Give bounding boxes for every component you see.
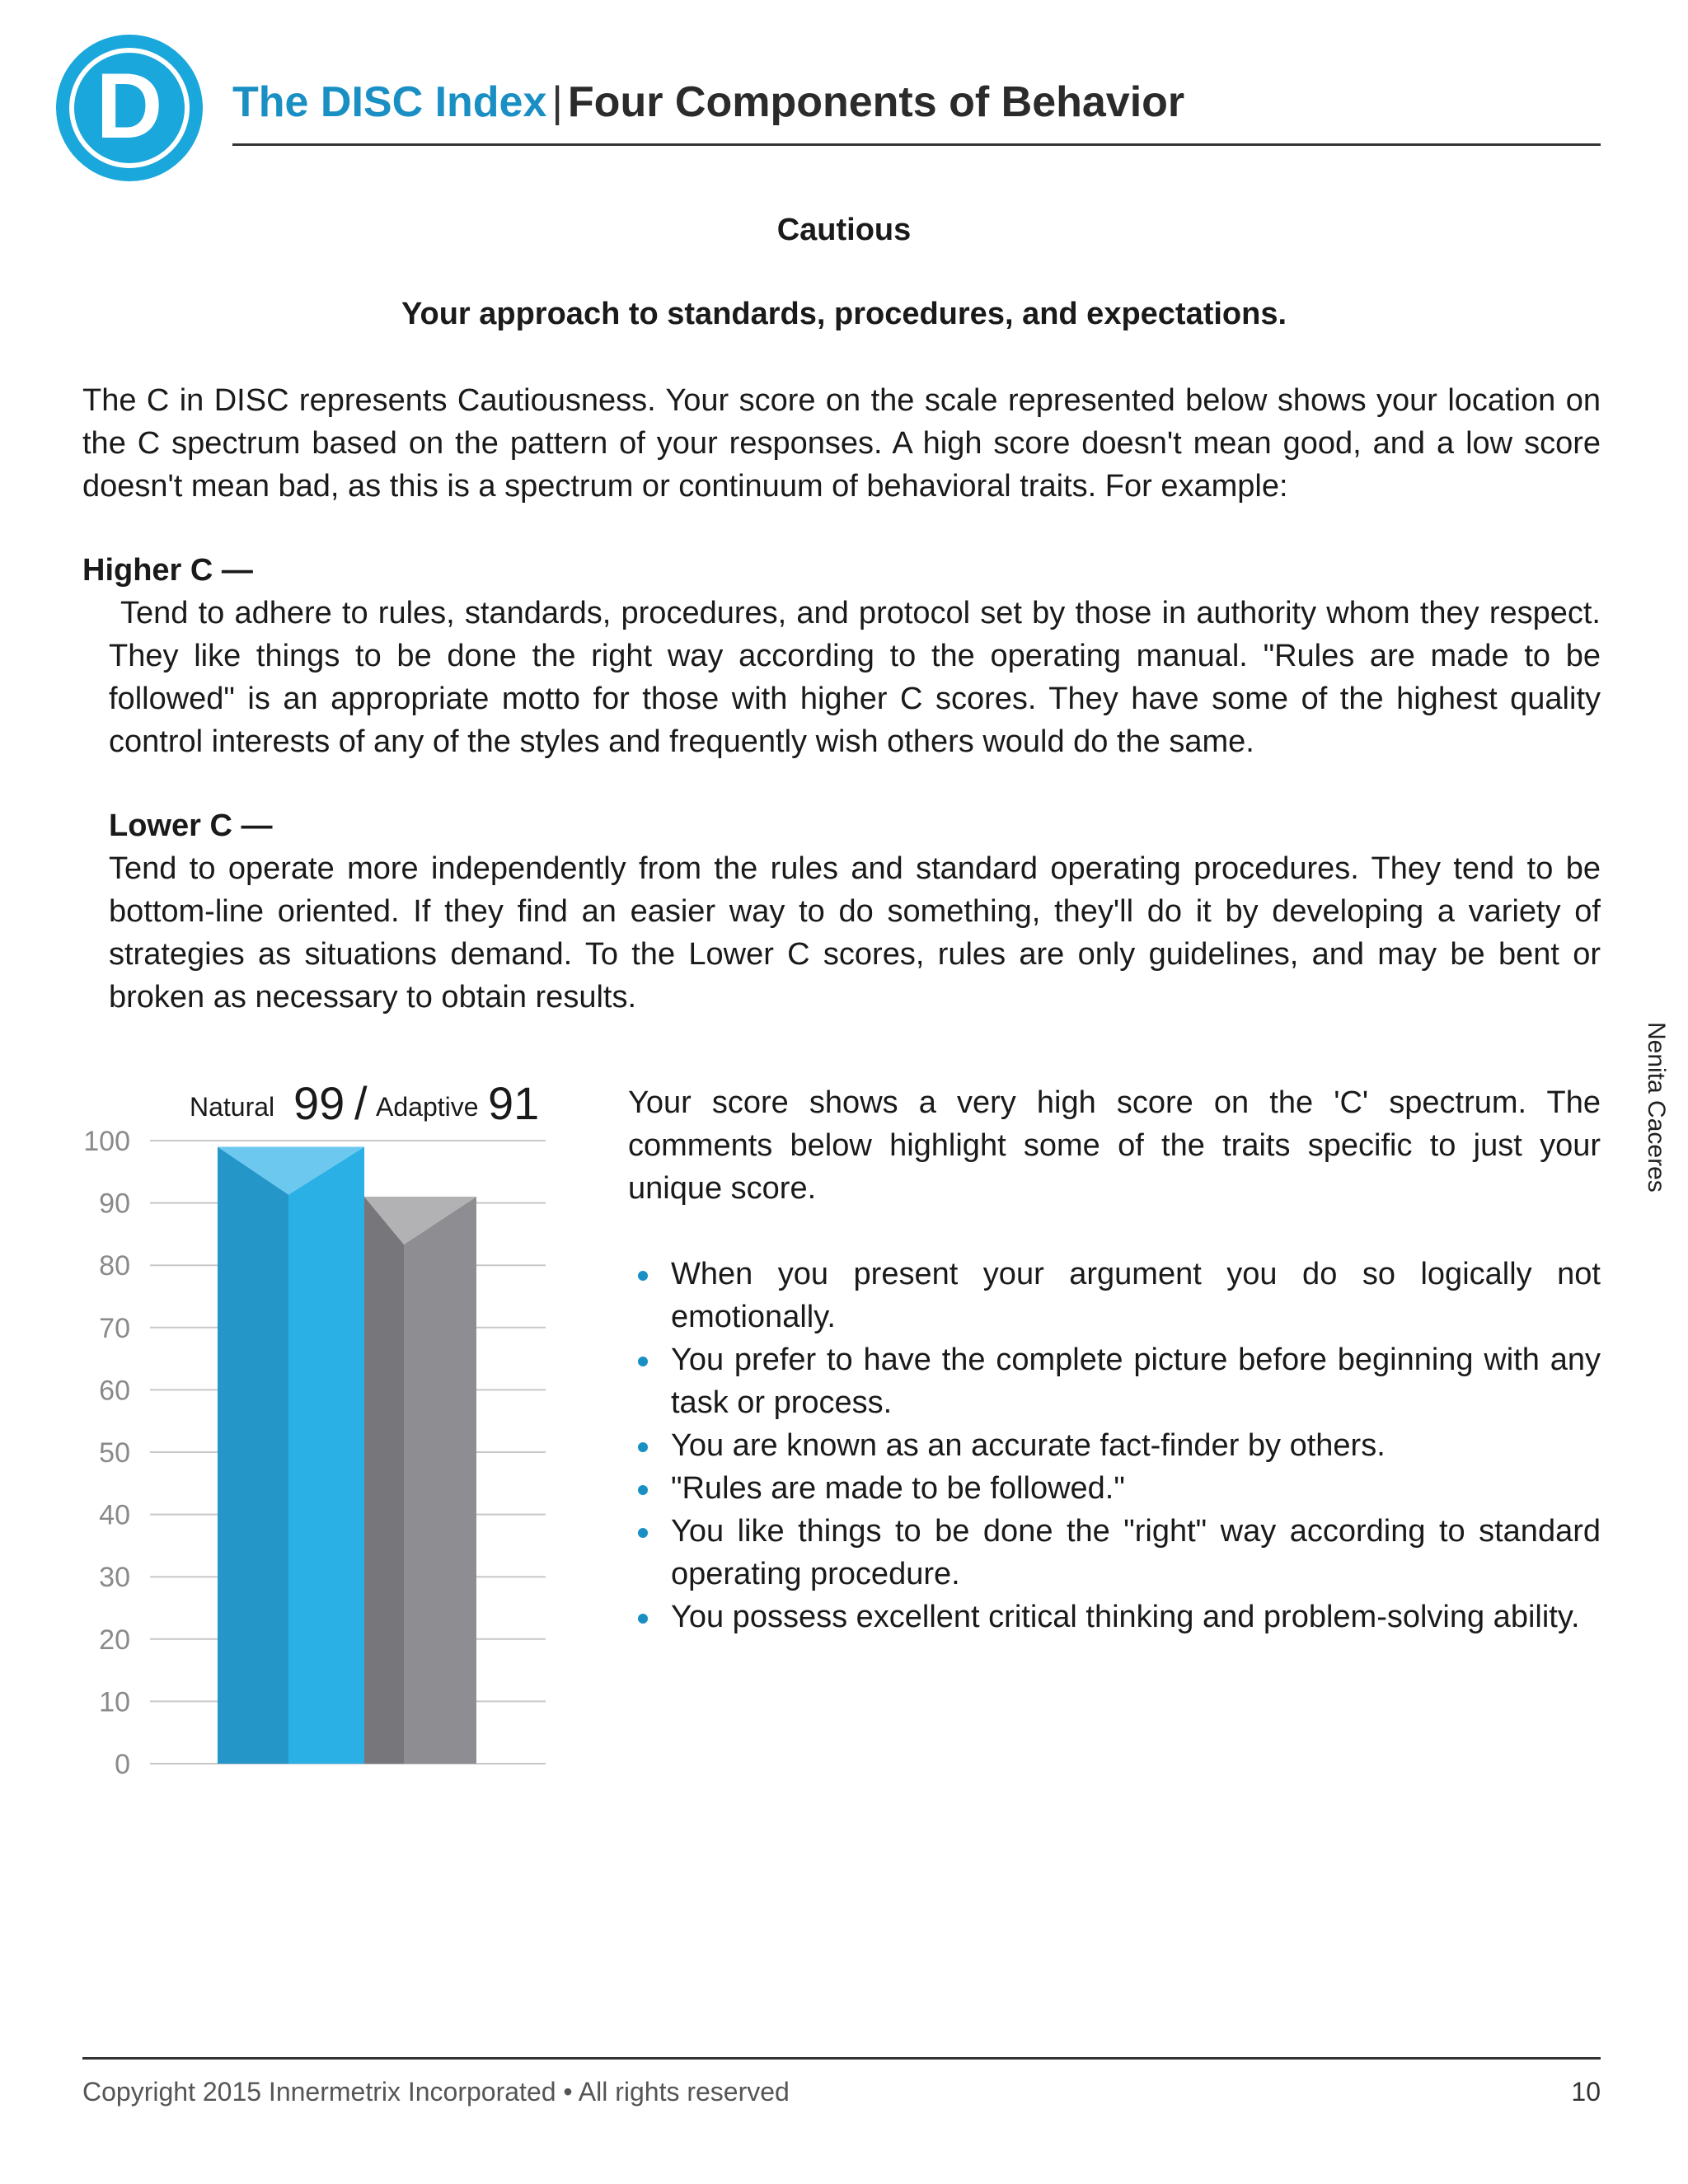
respondent-name: Nenita Caceres [1643, 1022, 1670, 1193]
chart-legend [190, 1077, 539, 1129]
y-tick-label: 50 [99, 1437, 130, 1469]
legend-slash: / [354, 1077, 368, 1129]
bullet-dot-icon [638, 1485, 648, 1495]
trait-text: When you present your argument you do so logically not emotionally. [671, 1257, 1601, 1334]
legend-adaptive-value: 91 [488, 1077, 540, 1129]
page-number: 10 [1571, 2077, 1601, 2107]
bar-adaptive-right-face [404, 1197, 476, 1764]
y-tick-label: 80 [99, 1250, 130, 1282]
bar-natural [218, 1147, 364, 1764]
legend-natural-value: 99 [293, 1077, 345, 1129]
header-title [232, 76, 1184, 129]
bar-adaptive [364, 1197, 476, 1764]
lower-c-label: Lower C — [109, 808, 273, 843]
header-subtitle: Four Components of Behavior [567, 78, 1185, 126]
trait-text: You possess excellent critical thinking and problem-solving ability. [671, 1600, 1580, 1634]
trait-item [628, 1338, 1601, 1424]
header-brand: The DISC Index [232, 78, 547, 126]
trait-text: You are known as an accurate fact-finder by others. [671, 1428, 1386, 1463]
header-divider [232, 143, 1601, 146]
higher-c-label: Higher C — [82, 553, 253, 588]
y-tick-label: 90 [99, 1188, 130, 1220]
y-tick-label: 20 [99, 1624, 130, 1656]
chart-bars [218, 1147, 476, 1764]
lower-c-text: Tend to operate more independently from the rules and standard operating procedures. They tend to be bottom-line oriented. If they find an easier way to do something, they'll do it by developing a variety of strategies as situations demand. To the Lower C scores, rules are only guidelines, and may be bent or broken as necessary to obtain results. [109, 851, 1601, 1015]
y-tick-label: 30 [99, 1562, 130, 1594]
disc-logo-badge [69, 48, 190, 168]
higher-c-text: Tend to adhere to rules, standards, procedures, and protocol set by those in authority whom they respect. They like things to be done the right way according to the operating manual. "Rules are made to be followed" is an appropriate motto for those with higher C scores. They have some of the highest quality control interests of any of the styles and frequently wish others would do the same. [109, 596, 1601, 759]
bullet-dot-icon [638, 1357, 648, 1366]
trait-text: You prefer to have the complete picture before beginning with any task or process. [671, 1343, 1601, 1420]
trait-bullets [628, 1253, 1601, 1638]
y-tick-label: 70 [99, 1312, 130, 1344]
bullet-dot-icon [638, 1271, 648, 1281]
trait-text: You like things to be done the "right" way according to standard operating procedure. [671, 1514, 1601, 1591]
header-separator: | [551, 78, 563, 126]
y-tick-label: 100 [83, 1126, 130, 1157]
y-tick-label: 0 [115, 1749, 130, 1780]
bullet-dot-icon [638, 1614, 648, 1624]
trait-item [628, 1510, 1601, 1596]
bullet-dot-icon [638, 1442, 648, 1452]
intro-paragraph: The C in DISC represents Cautiousness. Your score on the scale represented below shows your location on the C spectrum based on the pattern of your responses. A high score doesn't mean good, and a low score doesn't mean bad, as this is a spectrum or continuum of behavioral traits. For example: [82, 383, 1601, 504]
section-tagline: Your approach to standards, procedures, and expectations. [401, 297, 1287, 331]
footer-copyright: Copyright 2015 Innermetrix Incorporated • All rights reserved [82, 2077, 790, 2107]
footer-divider [82, 2057, 1601, 2060]
y-tick-label: 10 [99, 1686, 130, 1718]
y-tick-label: 60 [99, 1375, 130, 1407]
legend-adaptive-label: Adaptive [376, 1092, 479, 1122]
trait-list [628, 1253, 1601, 1638]
section-title: Cautious [776, 213, 912, 247]
chart-y-axis [83, 1126, 130, 1780]
bullet-dot-icon [638, 1528, 648, 1538]
bar-natural-right-face [288, 1147, 364, 1764]
bar-adaptive-left-face [364, 1197, 404, 1764]
logo-letter: D [96, 54, 163, 157]
trait-item [628, 1596, 1601, 1638]
score-bar-chart [49, 1071, 577, 1797]
trait-text: "Rules are made to be followed." [671, 1471, 1125, 1506]
trait-item [628, 1424, 1601, 1467]
y-tick-label: 40 [99, 1499, 130, 1531]
score-summary: Your score shows a very high score on the 'C' spectrum. The comments below highlight some of the traits specific to just your unique score. [628, 1085, 1601, 1206]
trait-item [628, 1467, 1601, 1510]
legend-natural-label: Natural [190, 1092, 275, 1122]
trait-item [628, 1253, 1601, 1338]
bar-natural-left-face [218, 1147, 288, 1764]
